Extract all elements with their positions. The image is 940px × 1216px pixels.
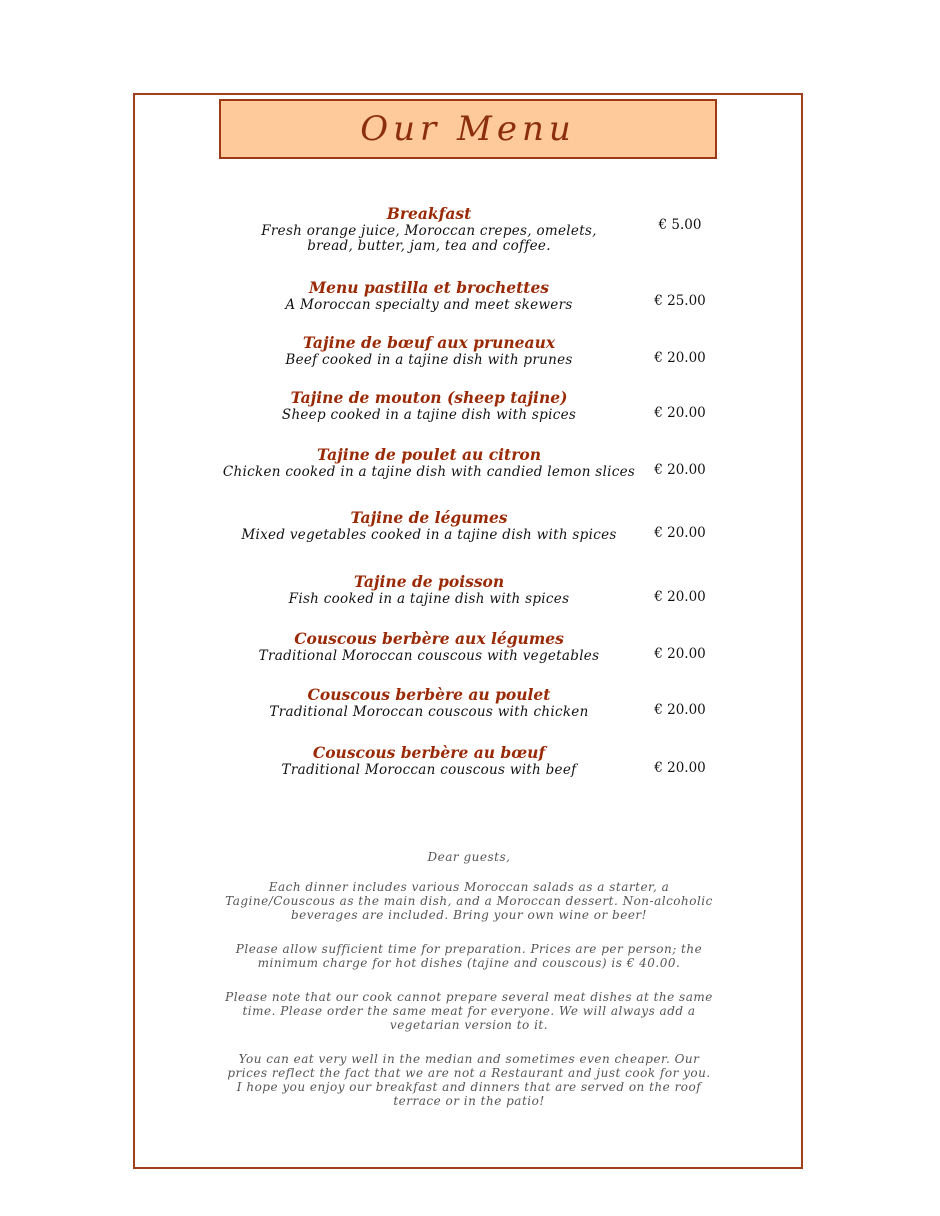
menu-item-description: A Moroccan specialty and meet skewers [285, 297, 573, 313]
title-banner [219, 99, 717, 159]
menu-item-pastilla [219, 278, 639, 313]
notes-paragraph: You can eat very well in the median and sometimes even cheaper. Our prices reflect the fact that we are not a Restaurant and just cook for you. I hope you enjoy our breakfast and dinners that are served on the roof terrace or in the patio! [227, 1052, 711, 1108]
menu-item-couscous-boeuf [219, 743, 639, 778]
menu-item-price: € 20.00 [654, 462, 706, 478]
menu-item-description: Mixed vegetables cooked in a tajine dish with spices [241, 527, 617, 543]
menu-item-tajine-poulet [219, 445, 639, 480]
menu-item-name: Tajine de mouton (sheep tajine) [290, 388, 568, 407]
notes-paragraph: Each dinner includes various Moroccan salads as a starter, a Tagine/Couscous as the main dish, and a Moroccan dessert. Non-alcoholic beverages are included. Bring your own wine or beer! [225, 880, 713, 922]
menu-item-name: Tajine de poulet au citron [317, 445, 541, 464]
menu-item-price: € 20.00 [654, 525, 706, 541]
page-title: Our Menu [360, 109, 576, 149]
menu-item-couscous-legumes [219, 629, 639, 664]
menu-item-price: € 20.00 [654, 702, 706, 718]
menu-item-price: € 25.00 [654, 293, 706, 309]
menu-item-tajine-mouton [219, 388, 639, 423]
menu-item-description: Fresh orange juice, Moroccan crepes, omelets, bread, butter, jam, tea and coffee. [261, 223, 597, 254]
notes-paragraph: Please note that our cook cannot prepare several meat dishes at the same time. Please order the same meat for everyone. We will always add a vegetarian version to it. [225, 990, 713, 1032]
menu-item-name: Menu pastilla et brochettes [308, 278, 550, 297]
menu-item-name: Couscous berbère au bœuf [312, 743, 546, 762]
menu-item-tajine-poisson [219, 572, 639, 607]
menu-item-description: Fish cooked in a tajine dish with spices [288, 591, 570, 607]
menu-item-name: Tajine de poisson [353, 572, 505, 591]
menu-item-tajine-boeuf [219, 333, 639, 368]
menu-item-description: Traditional Moroccan couscous with beef [281, 762, 577, 778]
menu-item-breakfast [219, 204, 639, 254]
menu-item-description: Chicken cooked in a tajine dish with candied lemon slices [222, 464, 636, 480]
guest-notes [224, 850, 714, 1128]
menu-item-price: € 20.00 [654, 405, 706, 421]
menu-item-price: € 20.00 [654, 760, 706, 776]
menu-item-description: Traditional Moroccan couscous with vegetables [258, 648, 600, 664]
menu-item-name: Couscous berbère au poulet [307, 685, 551, 704]
menu-item-description: Sheep cooked in a tajine dish with spices [281, 407, 577, 423]
menu-item-name: Tajine de légumes [350, 508, 508, 527]
menu-item-price: € 20.00 [654, 350, 706, 366]
menu-item-price: € 20.00 [654, 646, 706, 662]
menu-item-description: Traditional Moroccan couscous with chicken [269, 704, 589, 720]
notes-greeting: Dear guests, [427, 850, 511, 864]
menu-item-couscous-poulet [219, 685, 639, 720]
menu-item-description: Beef cooked in a tajine dish with prunes [285, 352, 573, 368]
menu-item-price: € 5.00 [658, 217, 702, 233]
notes-paragraph: Please allow sufficient time for preparation. Prices are per person; the minimum charge for hot dishes (tajine and couscous) is € 40.00. [235, 942, 703, 970]
menu-item-tajine-legumes [219, 508, 639, 543]
menu-item-name: Breakfast [386, 204, 472, 223]
menu-item-name: Couscous berbère aux légumes [294, 629, 564, 648]
menu-item-price: € 20.00 [654, 589, 706, 605]
menu-item-name: Tajine de bœuf aux pruneaux [302, 333, 556, 352]
